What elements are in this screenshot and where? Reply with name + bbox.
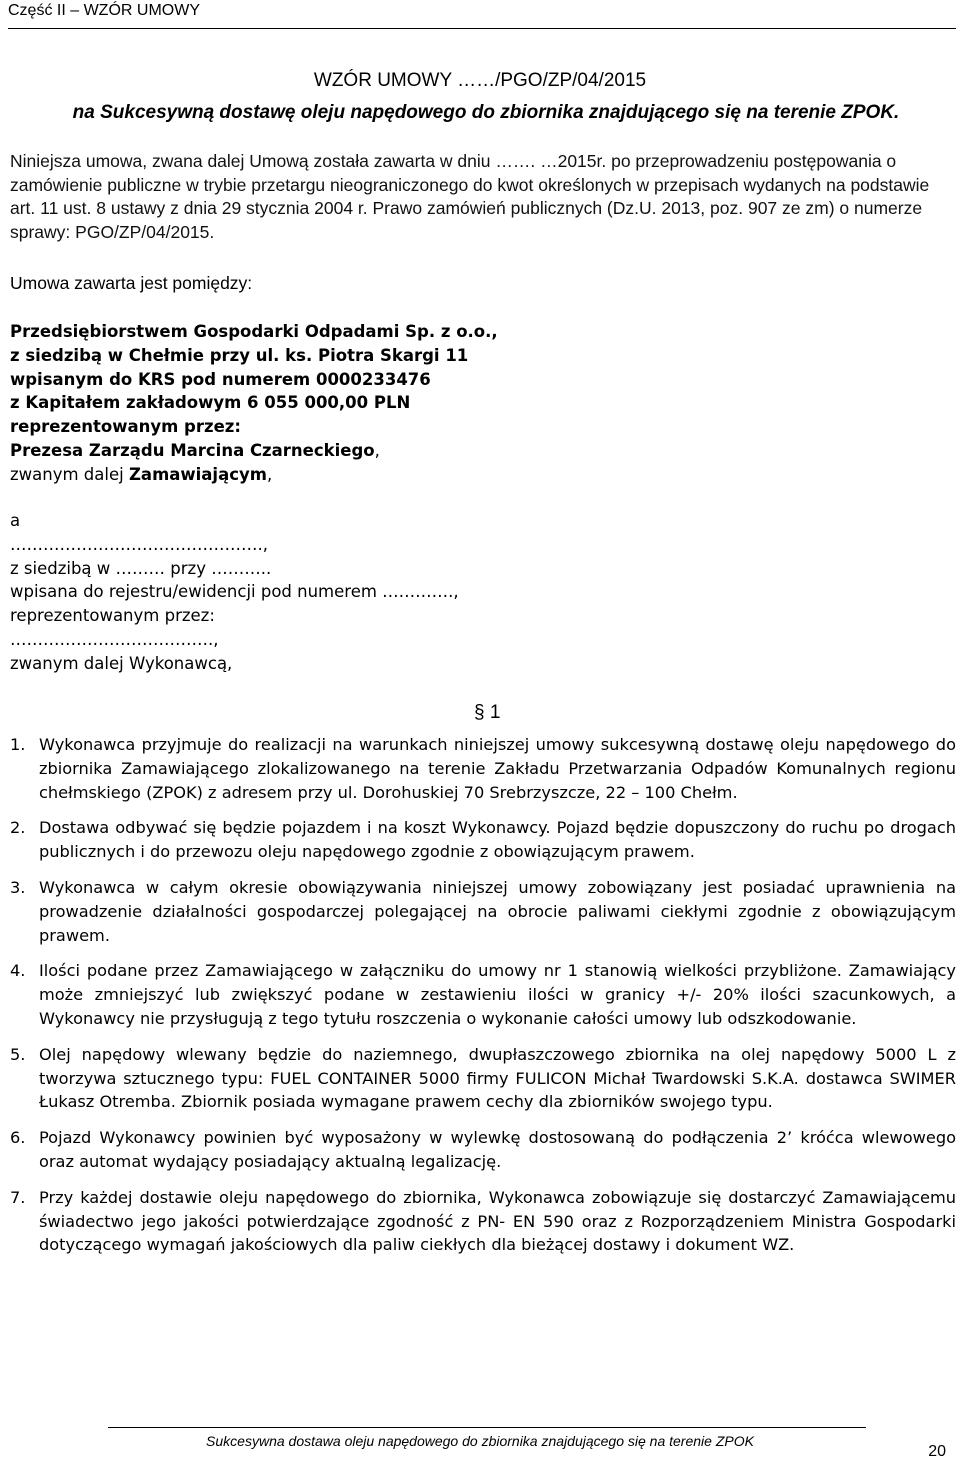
term-number: 7. xyxy=(10,1187,26,1207)
parties-intro: Umowa zawarta jest pomiędzy: xyxy=(10,273,253,293)
term-text: Pojazd Wykonawcy powinien być wyposażony w wylewkę dostosowaną do podłączenia 2’ króćca wlewowego oraz automat wydający posiadający aktualną legalizację. xyxy=(39,1128,956,1171)
page-header: Część II – WZÓR UMOWY xyxy=(8,2,200,19)
term-number: 4. xyxy=(10,961,26,981)
party1-called xyxy=(10,463,498,487)
party1-called-name: Zamawiającym xyxy=(128,464,267,484)
party1-seat: z siedzibą w Chełmie przy ul. ks. Piotra Skargi 11 xyxy=(10,345,469,365)
page-footer: Sukcesywna dostawa oleju napędowego do zbiornika znajdującego się na terenie ZPOK xyxy=(206,1433,754,1449)
term-number: 6. xyxy=(10,1128,26,1148)
term-number: 5. xyxy=(10,1044,26,1064)
party2-registry: wpisana do rejestru/ewidencji pod numerem …………., xyxy=(10,582,459,602)
party1-name: Przedsiębiorstwem Gospodarki Odpadami Sp. z o.o., xyxy=(10,322,498,341)
page-number: 20 xyxy=(928,1443,946,1460)
document-title: WZÓR UMOWY ……/PGO/ZP/04/2015 xyxy=(313,70,647,91)
term-text: Olej napędowy wlewany będzie do naziemnego, dwupłaszczowego zbiornika na olej napędowy 5000 L z tworzywa sztucznego typu: FUEL CONTAINER 5000 firmy FULICON Michał Twardowski S.K.A. dostawca SWIMER Łukasz Otremba. Zbiornik posiada wymagane prawem cechy dla zbiorników swojego typu. xyxy=(39,1044,956,1112)
party2-called: zwanym dalej Wykonawcą, xyxy=(10,653,233,673)
term-text: Dostawa odbywać się będzie pojazdem i na koszt Wykonawcy. Pojazd będzie dopuszczony do ruchu po drogach publicznych i do przewozu oleju napędowego zgodnie z obowiązującym prawem. xyxy=(39,818,956,862)
term-item xyxy=(10,959,956,1030)
term-number: 1. xyxy=(10,735,26,754)
party1-called-suffix: , xyxy=(266,464,273,484)
party1-represented: reprezentowanym przez: xyxy=(10,417,241,437)
term-item xyxy=(10,1043,956,1114)
intro-paragraph: Niniejsza umowa, zwana dalej Umową została zawarta w dniu ……. …2015r. po przeprowadzeniu postępowania o zamówienie publiczne w trybie przetargu nieograniczonego do kwot określonych w przepisach wydanych na podstawie art. 11 ust. 8 ustawy z dnia 29 stycznia 2004 r. Prawo zamówień publicznych (Dz.U. 2013, poz. 907 ze zm) o numerze sprawy: PGO/ZP/04/2015. xyxy=(10,151,930,242)
term-item xyxy=(10,1186,956,1257)
terms-list xyxy=(10,733,956,1269)
term-item xyxy=(10,1126,956,1174)
party1-capital: z Kapitałem zakładowym 6 055 000,00 PLN xyxy=(10,393,411,413)
party-contracting-authority xyxy=(10,320,498,487)
document-subtitle: na Sukcesywną dostawę oleju napędowego do zbiornika znajdującego się na terenie ZPOK. xyxy=(72,102,900,123)
term-text: Wykonawca przyjmuje do realizacji na warunkach niniejszej umowy sukcesywną dostawę oleju napędowego do zbiornika Zamawiającego zlokalizowanego na terenie Zakładu Przetwarzania Odpadów Komunalnych regionu chełmskiego (ZPOK) z adresem przy ul. Dorohuskiej 70 Srebrzyszcze, 22 – 100 Chełm. xyxy=(39,735,956,802)
party1-representative xyxy=(10,439,498,463)
term-text: Przy każdej dostawie oleju napędowego do zbiornika, Wykonawca zobowiązuje się dostarczyć Zamawiającemu świadectwo jego jakości potwierdzające zgodność z PN- EN 590 oraz z Rozporządzeniem Ministra Gospodarki dotyczącego wymagań jakościowych dla paliw ciekłych dla bieżącej dostawy i dokument WZ. xyxy=(39,1187,956,1255)
party1-called-prefix: zwanym dalej xyxy=(10,464,129,484)
section-sign: § 1 xyxy=(474,702,501,723)
header-divider xyxy=(8,28,956,29)
party1-rep-name: Prezesa Zarządu Marcina Czarneckiego xyxy=(10,440,375,460)
party2-name: ………………………………………., xyxy=(10,534,268,554)
term-item xyxy=(10,816,956,864)
term-item xyxy=(10,876,956,947)
term-number: 3. xyxy=(10,877,26,897)
party1-krs: wpisanym do KRS pod numerem 0000233476 xyxy=(10,369,431,389)
footer-divider xyxy=(108,1427,866,1428)
term-text: Wykonawca w całym okresie obowiązywania niniejszej umowy zobowiązany jest posiadać uprawnienia na prowadzenie działalności gospodarczej polegającej na obrocie paliwami ciekłymi zgodnie z obowiązującym prawem. xyxy=(39,877,956,945)
term-number: 2. xyxy=(10,818,26,838)
party2-seat: z siedzibą w ……… przy ……….. xyxy=(10,558,272,578)
term-text: Ilości podane przez Zamawiającego w załączniku do umowy nr 1 stanowią wielkości przybliżone. Zamawiający może zmniejszyć lub zwiększyć podane w zestawieniu ilości w granicy +/- 20% ilości szacunkowych, a Wykonawcy nie przysługują z tego tytułu roszczenia o wykonanie całości umowy lub odszkodowanie. xyxy=(39,961,956,1028)
party2-represented: reprezentowanym przez: xyxy=(10,606,215,626)
term-item xyxy=(10,733,956,804)
party2-rep-name: ………………………………., xyxy=(10,629,219,649)
party2-and: a xyxy=(10,511,21,530)
party-contractor xyxy=(10,509,459,676)
party1-rep-comma: , xyxy=(374,440,380,460)
